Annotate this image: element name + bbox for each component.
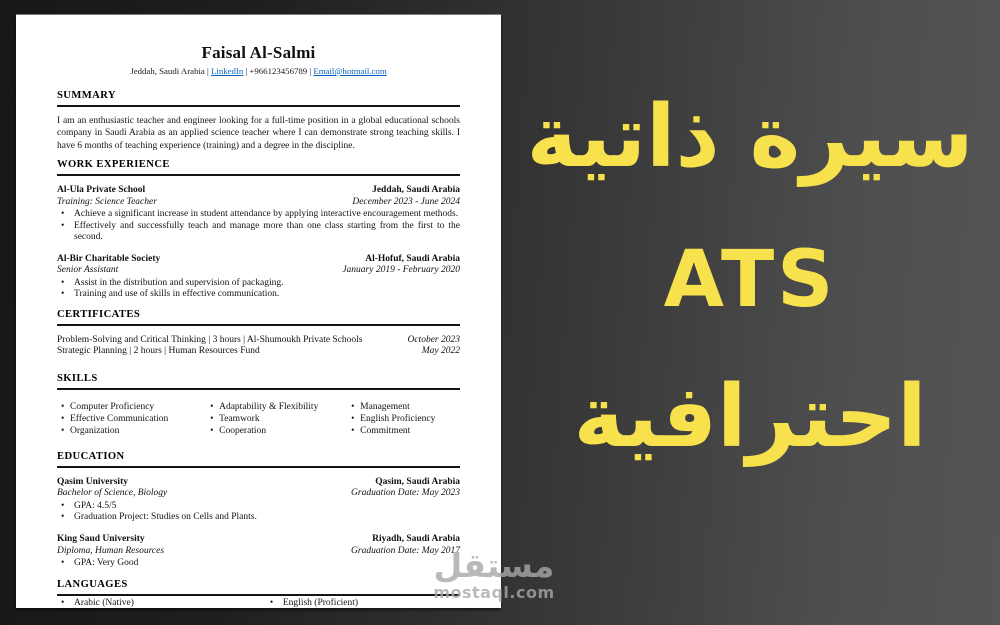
certificate-text: Strategic Planning | 2 hours | Human Resources Fund [57, 346, 260, 357]
job-dates: December 2023 - June 2024 [352, 196, 460, 207]
employer-name: Al-Ula Private School [57, 185, 146, 196]
skill-item: • Effective Communication [57, 414, 206, 425]
graduation-date: Graduation Date: May 2017 [351, 545, 460, 556]
school-name: King Saud University [57, 534, 145, 545]
employer-name: Al-Bir Charitable Society [57, 253, 161, 264]
education-entry [57, 477, 460, 524]
work-entry [57, 254, 460, 301]
education-bullet: • GPA: Very Good [57, 558, 460, 569]
job-title: Senior Assistant [57, 265, 119, 276]
certificate-date: October 2023 [407, 335, 460, 346]
section-heading-summary: SUMMARY [57, 89, 460, 107]
section-heading-work: WORK EXPERIENCE [57, 158, 460, 176]
resume-name: Faisal Al-Salmi [201, 43, 316, 62]
mostaql-watermark [425, 546, 563, 602]
degree: Diploma, Human Resources [57, 545, 165, 556]
contact-line [57, 65, 460, 78]
skill-item: • Computer Proficiency [57, 402, 206, 413]
skill-item: • Adaptability & Flexibility [206, 402, 347, 413]
degree: Bachelor of Science, Biology [57, 488, 168, 499]
education-bullet: • Graduation Project: Studies on Cells and Plants. [57, 512, 460, 523]
job-dates: January 2019 - February 2020 [342, 265, 460, 276]
employer-location: Jeddah, Saudi Arabia [372, 185, 460, 196]
promo-overlay [500, 0, 1000, 625]
section-heading-languages: LANGUAGES [57, 578, 460, 596]
resume-page [16, 14, 501, 608]
school-name: Qasim University [57, 476, 128, 487]
promo-title-arabic-line2: احترافية [573, 367, 927, 467]
skill-item: • Cooperation [206, 426, 347, 437]
skills-column [347, 401, 460, 436]
job-bullet: • Effectively and successfully teach and manage more than one class starting from the first to the second. [57, 221, 460, 243]
mostaql-domain-text: mostaql.com [433, 583, 555, 602]
certificate-date: May 2022 [421, 346, 460, 357]
languages-list [57, 597, 460, 609]
contact-separator: | [245, 66, 248, 76]
promo-title-arabic-line1: سيرة ذاتية [526, 87, 974, 187]
mostaql-logo: مستقل [433, 546, 555, 585]
section-heading-education: EDUCATION [57, 450, 460, 468]
linkedin-link[interactable]: LinkedIn [211, 66, 244, 76]
education-entry [57, 534, 460, 569]
certificates-list [57, 335, 460, 357]
contact-location: Jeddah, Saudi Arabia [130, 66, 205, 76]
section-heading-certificates: CERTIFICATES [57, 308, 460, 326]
job-title: Training: Science Teacher [57, 196, 157, 207]
skills-grid [57, 400, 460, 436]
school-location: Qasim, Saudi Arabia [375, 476, 460, 487]
section-heading-skills: SKILLS [57, 372, 460, 390]
skills-column [57, 401, 206, 436]
certificate-text: Problem-Solving and Critical Thinking | 3 hours | Al-Shumoukh Private Schools [57, 335, 363, 346]
graduation-date: Graduation Date: May 2023 [351, 488, 460, 499]
job-bullet: • Training and use of skills in effective communication. [57, 289, 460, 300]
summary-text: I am an enthusiastic teacher and engineer looking for a full-time position in a global educational schools company in Saudi Arabia as an applied science teacher where I can demonstrate strong teaching skills. I have 6 months of teaching experience (training) and a degree in the discipline. [57, 116, 460, 151]
contact-phone: +966123456789 [249, 66, 308, 76]
work-entry [57, 185, 460, 242]
school-location: Riyadh, Saudi Arabia [372, 534, 460, 545]
education-bullet: • GPA: 4.5/5 [57, 501, 460, 512]
certificate-row [57, 346, 460, 357]
contact-separator: | [207, 66, 209, 76]
contact-separator: | [309, 66, 312, 76]
language-item: • Arabic (Native) [57, 598, 266, 609]
job-bullet: • Assist in the distribution and supervision of packaging. [57, 278, 460, 289]
job-bullet: • Achieve a significant increase in student attendance by applying interactive encouragement methods. [57, 209, 460, 220]
language-item: • English (Proficient) [266, 598, 460, 609]
skills-column [206, 401, 347, 436]
skill-item: • Organization [57, 426, 206, 437]
certificate-row [57, 335, 460, 346]
skill-item: • English Proficiency [347, 414, 460, 425]
email-link[interactable]: Email@hotmail.com [313, 66, 387, 76]
skill-item: • Teamwork [206, 414, 347, 425]
skill-item: • Management [347, 402, 460, 413]
promo-title-ats: ATS [663, 235, 837, 325]
skill-item: • Commitment [347, 426, 460, 437]
employer-location: Al-Hofuf, Saudi Arabia [365, 253, 460, 264]
